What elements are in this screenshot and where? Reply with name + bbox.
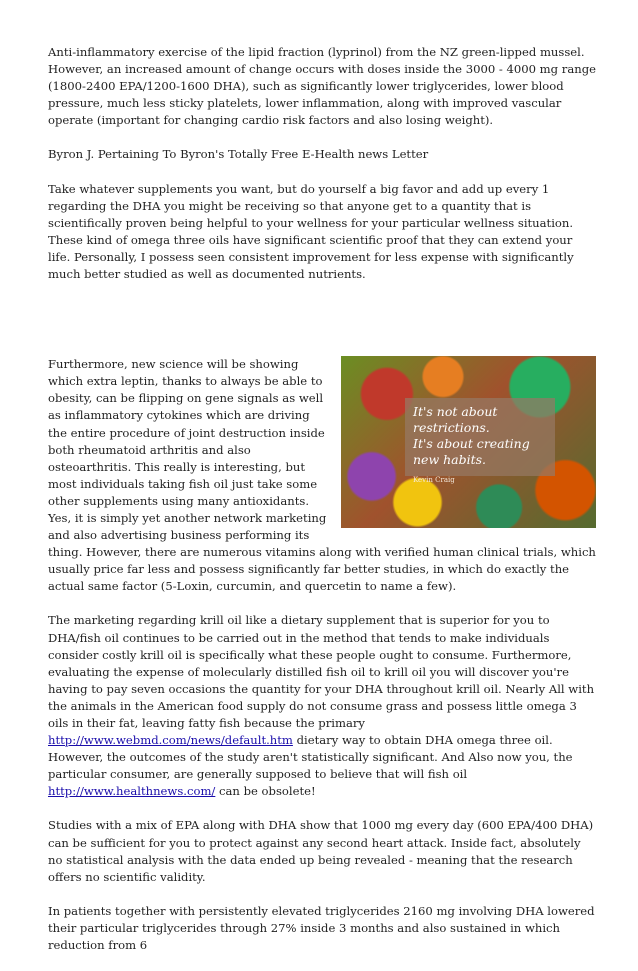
document-page [48,44,596,971]
paragraph-leptin: Furthermore, new science will be showing which extra leptin, thanks to always be able to obesity, can be flipping on gene signals as well as inflammatory cytokines which are driving the entire procedure of joint destruction inside both rheumatoid arthritis and also osteoarthritis. This really is interesting, but most individuals taking fish oil just take some other supplements using many antioxidants. Yes, it is simply yet another network marketing and also advertising business performing its thing. However, there are numerous vitamins along with verified human clinical trials, which usually price far less and possess significantly far better studies, in which do exactly the actual same factor (5-Loxin, curcumin, and quercetin to name a few). [48,357,596,594]
spacer [48,300,596,356]
quote-overlay [405,398,555,485]
healthnews-link[interactable]: http://www.healthnews.com/ [48,784,216,799]
quote-signature: Kevin Craig [413,476,455,485]
paragraph-byron: Byron J. Pertaining To Byron's Totally Free E-Health news Letter [48,147,429,162]
vegetables-photo [341,356,596,528]
quote-line-1: It's not about restrictions. [413,404,498,436]
krill-text-b: dietary way to obtain DHA omega three oil. However, the outcomes of the study aren't statistically significant. And Also now you, the particular consumer, are generally supposed to believe that will fish oil [48,733,573,782]
webmd-link[interactable]: http://www.webmd.com/news/default.htm [48,733,293,748]
paragraph-lyprinol: Anti-inflammatory exercise of the lipid fraction (lyprinol) from the NZ green-lipped mussel. However, an increased amount of change occurs with doses inside the 3000 - 4000 mg range (1800-2400 EPA/1200-1600 DHA), such as significantly lower triglycerides, lower blood pressure, much less sticky platelets, lower inflammation, along with improved vascular operate (important for changing cardio risk factors and also losing weight). [48,45,596,128]
paragraph-epa-dha: Studies with a mix of EPA along with DHA show that 1000 mg every day (600 EPA/400 DHA) can be sufficient for you to protect against any second heart attack. Inside fact, absolutely no statistical analysis with the data ended up being revealed - meaning that the research offers no scientific validity. [48,818,594,884]
quote-line-2: It's about creating new habits. [413,436,530,468]
krill-text-c: can be obsolete! [215,784,316,799]
paragraph-krill [48,612,596,800]
krill-text-a: The marketing regarding krill oil like a dietary supplement that is superior for you to DHA/fish oil continues to be carried out in the method that tends to make individuals consider costly krill oil is specifically what these people ought to consume. Furthermore, evaluating the expense of molecularly distilled fish oil to krill oil you will discover you're having to pay seven occasions the quantity for your DHA throughout krill oil. Nearly All with the animals in the American food supply do not consume grass and possess little omega 3 oils in their fat, leaving fatty fish because the primary [48,613,595,730]
paragraph-supplements: Take whatever supplements you want, but do yourself a big favor and add up every 1 regarding the DHA you might be receiving so that anyone get to a quantity that is scientifically proven being helpful to your wellness for your particular wellness situation. These kind of omega three oils have significant scientific proof that they can extend your life. Personally, I possess seen consistent improvement for less expense with significantly much better studied as well as documented nutrients. [48,181,574,282]
paragraph-triglycerides: In patients together with persistently elevated triglycerides 2160 mg involving DHA lowered their particular triglycerides through 27% inside 3 months and also sustained in which reduction from 6 [48,903,595,953]
